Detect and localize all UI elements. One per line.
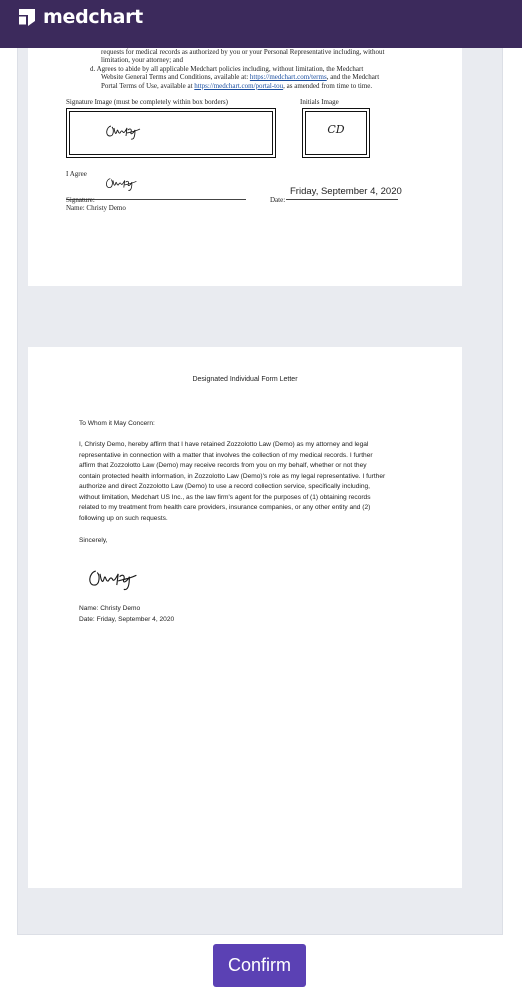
list-line: requests for medical records as authorized by you or your Personal Representative including, without bbox=[101, 47, 385, 56]
letter-body-line: representative in connection with a matter that involves the collection of my medical records. I further bbox=[79, 451, 373, 459]
portal-terms-link[interactable]: https://medchart.com/portal-tou bbox=[194, 81, 284, 90]
app-header bbox=[0, 0, 522, 48]
letter-body-line: authorize and direct Zozzolotto Law (Demo) to use a record collection service, specifically including, bbox=[79, 483, 370, 490]
letter-signature bbox=[86, 564, 142, 595]
medchart-logo-icon bbox=[16, 6, 38, 28]
letter-body-line: following up on such requests. bbox=[79, 514, 168, 522]
document-page-1 bbox=[28, 40, 462, 286]
list-item-d: d. Agrees to abide by all applicable Medchart policies including, without limitation, the Medchart bbox=[90, 64, 364, 73]
document-viewer[interactable] bbox=[17, 40, 503, 935]
letter-name: Name: Christy Demo bbox=[79, 605, 141, 612]
letter-body-line: without limitation, Medchart US Inc., as the law firm's agent for the purposes of (1) obtaining records bbox=[79, 493, 371, 501]
confirm-button[interactable]: Confirm bbox=[213, 944, 306, 987]
list-line: limitation, your attorney; and bbox=[101, 56, 184, 64]
initials-image-label: Initials Image bbox=[300, 98, 339, 106]
letter-date: Date: Friday, September 4, 2020 bbox=[79, 616, 175, 623]
letter-body bbox=[79, 440, 385, 524]
list-line bbox=[101, 73, 379, 82]
document-page-2 bbox=[28, 347, 462, 888]
signature-image bbox=[104, 121, 144, 143]
signature-image-box bbox=[66, 108, 276, 158]
initials-image: CD bbox=[327, 123, 345, 136]
letter-salutation: To Whom it May Concern: bbox=[79, 420, 155, 427]
signature-image-label: Signature Image (must be completely within box borders) bbox=[66, 98, 228, 106]
letter-body-line: affirm that Zozzolotto Law (Demo) may receive records from you on my behalf, whether or not they bbox=[79, 462, 367, 469]
date-label: Date: bbox=[270, 196, 286, 204]
letter-title: Designated Individual Form Letter bbox=[192, 376, 298, 383]
letter-body-line: related to my treatment from health care providers, insurance companies, or any other entity and (2) bbox=[79, 504, 371, 511]
date-value: Friday, September 4, 2020 bbox=[290, 186, 402, 197]
date-line bbox=[286, 199, 398, 200]
list-line bbox=[101, 82, 372, 91]
letter-body-line: contain protected health information, in Zozzolotto Law (Demo)'s role as my legal representative. I further bbox=[79, 472, 386, 480]
terms-link[interactable]: https://medchart.com/terms bbox=[249, 73, 327, 81]
list-text: Portal Terms of Use, available at bbox=[101, 81, 195, 90]
list-text: , as amended from time to time. bbox=[283, 81, 373, 90]
i-agree-label: I Agree bbox=[66, 170, 87, 178]
letter-closing: Sincerely, bbox=[79, 537, 108, 544]
list-text: , and the Medchart bbox=[326, 73, 380, 81]
signature-mark bbox=[104, 174, 140, 194]
list-text: Website General Terms and Conditions, available at: bbox=[101, 73, 250, 81]
medchart-logo[interactable] bbox=[16, 6, 143, 28]
name-line: Name: Christy Demo bbox=[66, 204, 126, 212]
brand-name: medchart bbox=[43, 6, 143, 28]
initials-image-box bbox=[302, 108, 370, 158]
signature-label: Signature: bbox=[66, 196, 95, 204]
letter-body-line: I, Christy Demo, hereby affirm that I have retained Zozzolotto Law (Demo) as my attorney and legal bbox=[79, 441, 369, 448]
